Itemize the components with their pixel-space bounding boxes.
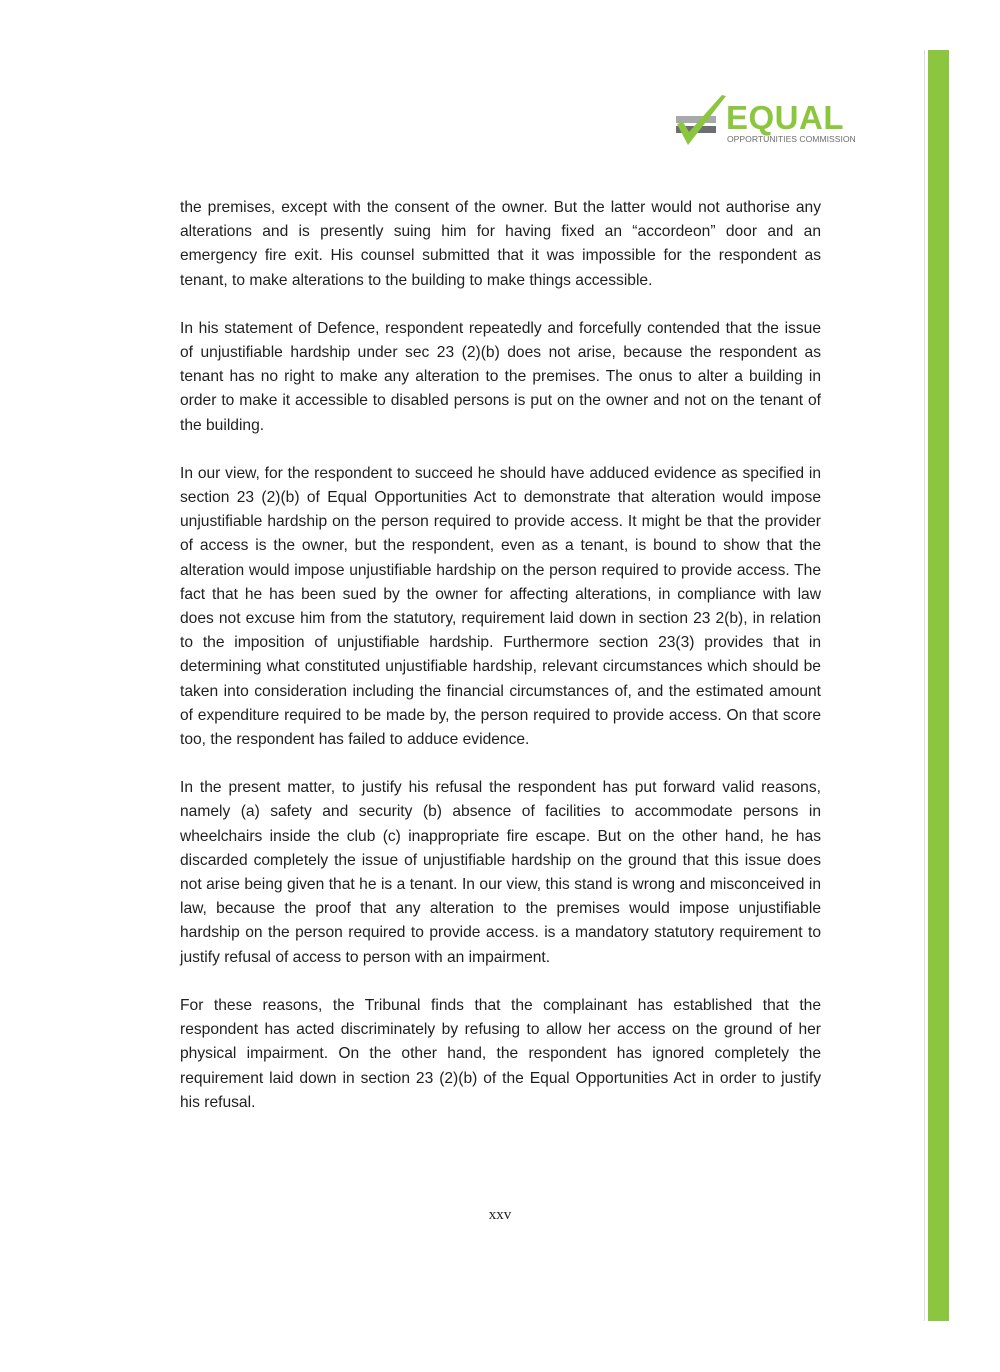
checkmark-logo-icon — [674, 92, 734, 150]
paragraph: In his statement of Defence, respondent repeatedly and forcefully contended that the issue of unjustifiable hardship under sec 23 (2)(b) does not arise, because the respondent as tenant has no right to make any alteration to the premises. The onus to alter a building in order to make it accessible to disabled persons is put on the owner and not on the tenant of the building. — [180, 319, 821, 434]
green-side-bar — [928, 50, 949, 1321]
paragraph: In the present matter, to justify his refusal the respondent has put forward valid reasons, namely (a) safety and security (b) absence of facilities to accommodate persons in wheelchairs inside the club (c) inappropriate fire escape. But on the other hand, he has discarded completely the issue of unjustifiable hardship on the ground that this issue does not arise being given that he is a tenant. In our view, this stand is wrong and misconceived in law, because the proof that any alteration to the premises would impose unjustifiable hardship on the person required to provide access. is a mandatory statutory requirement to justify refusal of access to person with an impairment. — [180, 779, 821, 966]
paragraph: the premises, except with the consent of the owner. But the latter would not authorise any alterations and is presently suing him for having fixed an “accordeon” door and an emergency fire exit. His counsel submitted that it was impossible for the respondent as tenant, to make alterations to the building to make things accessible. — [180, 199, 821, 289]
logo-wordmark: EQUAL — [726, 99, 844, 136]
logo-subtitle: OPPORTUNITIES COMMISSION — [727, 134, 856, 144]
paragraph: In our view, for the respondent to succeed he should have adduced evidence as specified in section 23 (2)(b) of Equal Opportunities Act to demonstrate that alteration would impose unjustifiable hardship on the person required to provide access. It might be that the provider of access is the owner, but the respondent, even as a tenant, is bound to show that the alteration would impose unjustifiable hardship on the person required to provide access. The fact that he has been sued by the owner for affecting alterations, in compliance with law does not excuse him from the statutory, requirement laid down in section 23 2(b), in relation to the imposition of unjustifiable hardship. Furthermore section 23(3) provides that in determining what constituted unjustifiable hardship, relevant circumstances which should be taken into consideration including the financial circumstances of, and the estimated amount of expenditure required to be made by, the person required to provide access. On that score too, the respondent has failed to adduce evidence. — [180, 464, 821, 749]
equal-opportunities-logo — [674, 92, 856, 150]
page-number: xxv — [488, 1207, 512, 1223]
paragraph: For these reasons, the Tribunal finds that the complainant has established that the respondent has acted discriminately by refusing to allow her access on the ground of her physical impairment. On the other hand, the respondent has ignored completely the requirement laid down in section 23 (2)(b) of the Equal Opportunities Act in order to justify his refusal. — [180, 996, 821, 1111]
side-bar-divider — [924, 50, 925, 1321]
document-body — [180, 196, 821, 1139]
